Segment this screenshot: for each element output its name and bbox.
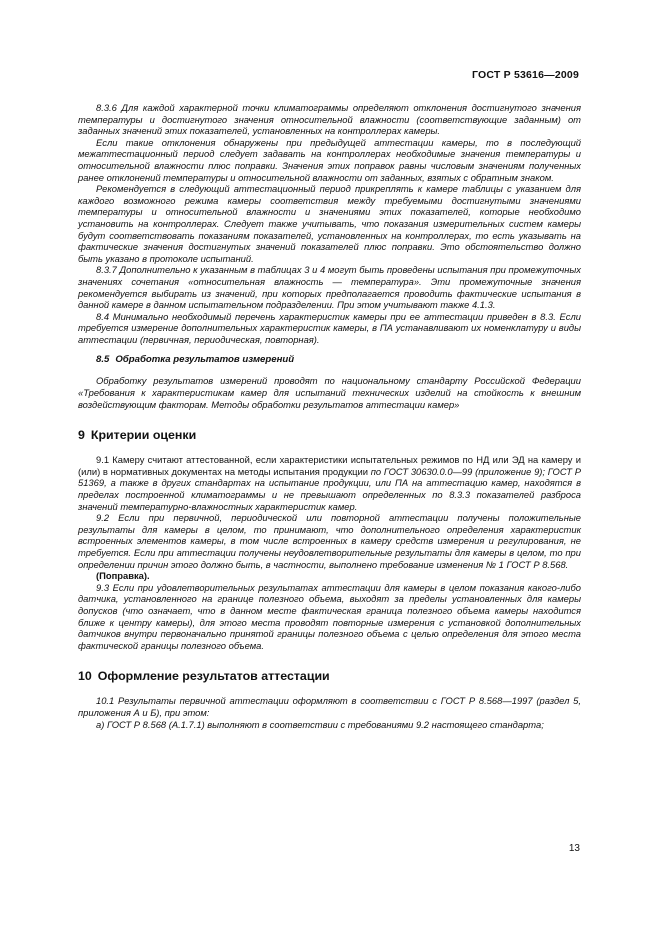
- paragraph-9-2: 9.2 Если при первичной, периодической или повторной аттестации получены положительные результаты для камеры в целом, то принимают, что дополнительного определения характеристик встроенных элементов камеры, в том числе встроенных в камеру средств измерения и регулирования, не требуется. Если при аттестации получены неудовлетворительные результаты для камеры в целом, то при определении причин этого должно быть, в частности, выполнено требование изменения № 1 ГОСТ Р 8.568.: [78, 512, 581, 570]
- subsection-heading-8-5: [78, 354, 581, 365]
- paragraph-10-1: 10.1 Результаты первичной аттестации оформляют в соответствии с ГОСТ Р 8.568—1997 (раздел 5, приложения А и Б), при этом:: [78, 695, 581, 718]
- paragraph-9-1-italic: по ГОСТ 30630.0.0—99 (приложение 9); ГОСТ Р 51369, а также в других стандартах на испытание продукции, или ПА на аттестацию камер, находятся в пределах построенной климатограммы и не превышают определенных по 8.3.3 показателей разброса значений температурно-влажностных характеристик камер.: [78, 465, 581, 512]
- paragraph-8-3-7: 8.3.7 Дополнительно к указанным в таблицах 3 и 4 могут быть проведены испытания при промежуточных значениях сочетания «относительная влажность — температура». Эти промежуточные значения рекомендуется выбирать из значений, при которых предполагается проводить фактические испытания в данной камере в данном испытательном подразделении. При этом учитывают также 4.1.3.: [78, 264, 581, 311]
- paragraph-9-1: [78, 454, 581, 512]
- section-heading-9: [78, 428, 581, 442]
- subsection-number: 8.5: [96, 354, 110, 366]
- section-heading-10: [78, 669, 581, 683]
- section-number: 9: [78, 428, 85, 443]
- paragraph-recommendation: Рекомендуется в следующий аттестационный период прикреплять к камере таблицы с указанием для каждого возможного режима камеры соответствия между требуемыми достигнутыми значениями температуры и относительной влажности и значениями этих показателей, которые необходимо установить на контроллерах. Следует также учитывать, что показания измерительных систем камеры будут соответствовать показаниям показателей, установленных на контроллерах, то есть указывать на фактические значения достигнутых значений показателей плюс поправки. Это обстоятельство должно быть указано в протоколе испытаний.: [78, 183, 581, 264]
- paragraph-10-1-a: а) ГОСТ Р 8.568 (А.1.7.1) выполняют в соответствии с требованиями 9.2 настоящего стандарта;: [96, 718, 544, 730]
- paragraph-processing: Обработку результатов измерений проводят по национальному стандарту Российской Федерации «Требования к характеристикам камер для испытаний технических изделий на стойкость к внешним воздействующим факторам. Методы обработки результатов аттестации камер»: [78, 375, 581, 410]
- subsection-title: Обработка результатов измерений: [115, 354, 295, 366]
- section-title: Оформление результатов аттестации: [97, 669, 330, 684]
- paragraph-8-3-6: 8.3.6 Для каждой характерной точки климатограммы определяют отклонения достигнутого значения температуры и достигнутого значения относительной влажности (соответствующие заданным) от заданных значений этих показателей, установленных на контроллерах камеры.: [78, 102, 581, 137]
- document-number-header: ГОСТ Р 53616—2009: [471, 69, 579, 81]
- page-number: 13: [568, 843, 580, 854]
- page-content: [78, 102, 581, 730]
- paragraph-8-4: 8.4 Минимально необходимый перечень характеристик камеры при ее аттестации приведен в 8.3. Если требуется измерение дополнительных характеристик камеры, в ПА устанавливают их номенклатуру и виды аттестации (первичная, периодическая, повторная).: [78, 310, 581, 345]
- section-title: Критерии оценки: [90, 428, 197, 443]
- paragraph-9-3: 9.3 Если при удовлетворительных результатах аттестации для камеры в целом показания какого-либо датчика, установленного на границе полезного объема, выходят за пределы установленных для камеры допусков (что означает, что в данном месте фактическая граница полезного объема камеры находится ближе к центру камеры), для этого места проводят повторные измерения с установкой дополнительных датчиков внутри первоначально принятой границы полезного объема с целью определения для этого места фактической границы полезного объема.: [78, 581, 581, 651]
- paragraph-corrections: Если такие отклонения обнаружены при предыдущей аттестации камеры, то в последующий межаттестационный период следует задавать на контроллерах необходимые значения температуры и относительной влажности плюс поправки. Значения этих поправок равны числовым значениям полученных ранее отклонений температуры и относительной влажности от заданных, взятых с обратным знаком.: [78, 136, 581, 183]
- section-number: 10: [78, 669, 92, 684]
- paragraph-9-1-upright: 9.1 Камеру считают аттестованной, если характеристики испытательных режимов по НД или ЭД на камеру и (или) в нормативных документах на методы испытания продукции: [78, 454, 581, 477]
- correction-note: (Поправка).: [96, 570, 150, 582]
